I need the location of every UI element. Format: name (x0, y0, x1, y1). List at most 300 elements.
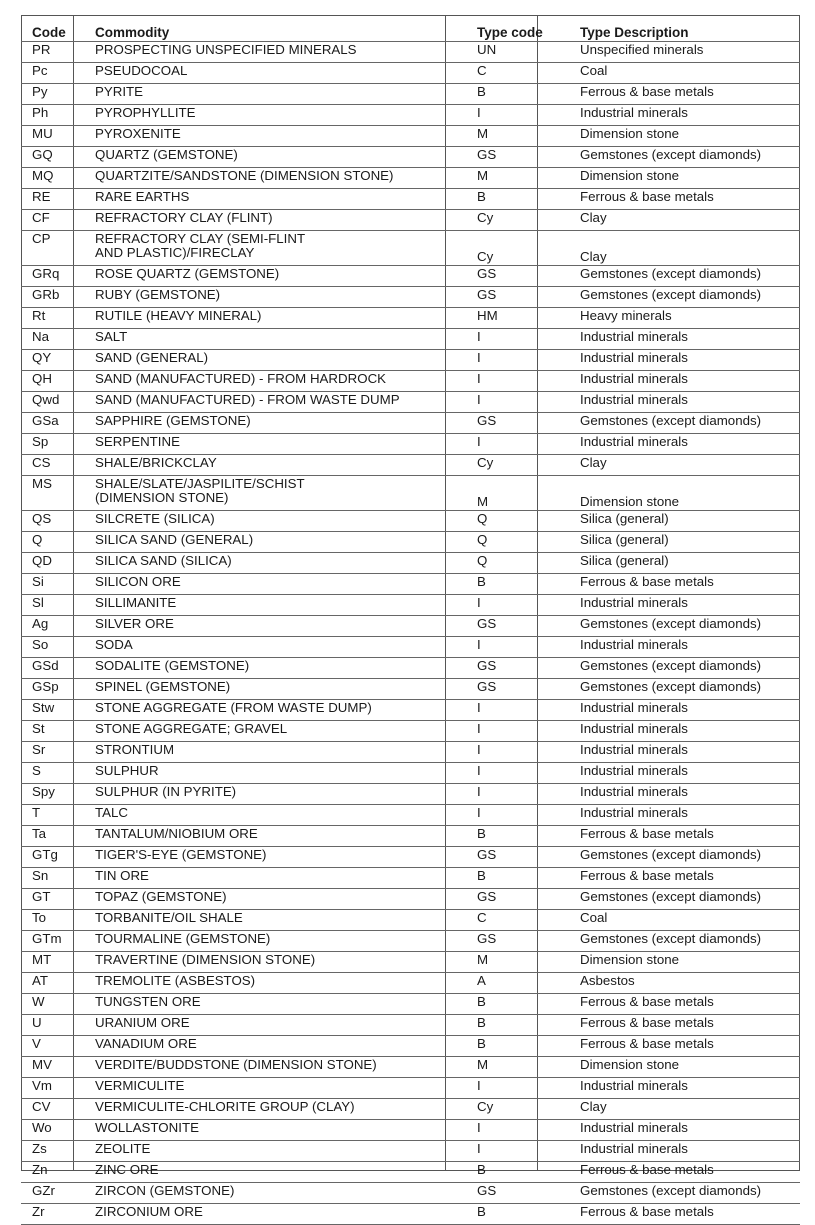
cell-type-code: GS (466, 679, 569, 700)
commodity-line: SILVER ORE (95, 616, 174, 631)
cell-type-code: GS (466, 287, 569, 308)
commodity-line: SILCRETE (SILICA) (95, 511, 215, 526)
commodity-line: SILLIMANITE (95, 595, 177, 610)
cell-type-code: GS (466, 266, 569, 287)
cell-type-code: I (466, 700, 569, 721)
cell-type-description: Dimension stone (569, 1057, 800, 1078)
cell-type-description: Gemstones (except diamonds) (569, 1183, 800, 1204)
commodity-line: PROSPECTING UNSPECIFIED MINERALS (95, 42, 357, 57)
cell-type-description: Silica (general) (569, 553, 800, 574)
cell-type-code: B (466, 574, 569, 595)
cell-code: Q (21, 532, 84, 553)
cell-type-code: Cy (466, 231, 569, 266)
cell-type-code: I (466, 595, 569, 616)
cell-commodity (84, 308, 466, 329)
cell-code: V (21, 1036, 84, 1057)
cell-type-code: Cy (466, 1099, 569, 1120)
cell-commodity (84, 350, 466, 371)
table-row (21, 847, 800, 868)
table-row (21, 511, 800, 532)
cell-type-description: Ferrous & base metals (569, 574, 800, 595)
commodity-line: ZEOLITE (95, 1141, 151, 1156)
cell-code: Sr (21, 742, 84, 763)
cell-type-description: Ferrous & base metals (569, 1036, 800, 1057)
cell-commodity (84, 889, 466, 910)
cell-type-code: I (466, 392, 569, 413)
commodity-line: PYRITE (95, 84, 144, 99)
cell-commodity (84, 413, 466, 434)
commodity-line: TREMOLITE (ASBESTOS) (95, 973, 256, 988)
cell-code: Zr (21, 1204, 84, 1225)
cell-type-code: GS (466, 616, 569, 637)
cell-type-description: Dimension stone (569, 476, 800, 511)
table-row (21, 1099, 800, 1120)
table-row (21, 679, 800, 700)
table-row (21, 532, 800, 553)
cell-commodity (84, 231, 466, 266)
table-row (21, 392, 800, 413)
cell-type-description: Industrial minerals (569, 700, 800, 721)
table-row (21, 1015, 800, 1036)
cell-commodity (84, 63, 466, 84)
cell-type-description: Clay (569, 231, 800, 266)
cell-code: Ph (21, 105, 84, 126)
cell-commodity (84, 1036, 466, 1057)
table-row (21, 189, 800, 210)
cell-type-code: I (466, 371, 569, 392)
cell-code: QD (21, 553, 84, 574)
cell-type-code: Cy (466, 210, 569, 231)
cell-type-code: GS (466, 847, 569, 868)
cell-type-description: Gemstones (except diamonds) (569, 931, 800, 952)
cell-type-code: B (466, 994, 569, 1015)
cell-code: Zs (21, 1141, 84, 1162)
cell-type-description: Heavy minerals (569, 308, 800, 329)
cell-commodity (84, 595, 466, 616)
cell-type-description: Ferrous & base metals (569, 1162, 800, 1183)
cell-type-code: M (466, 126, 569, 147)
cell-commodity (84, 1078, 466, 1099)
cell-type-description: Ferrous & base metals (569, 1204, 800, 1225)
cell-commodity (84, 637, 466, 658)
commodity-line: REFRACTORY CLAY (FLINT) (95, 210, 273, 225)
commodity-line: SHALE/BRICKCLAY (95, 455, 217, 470)
cell-code: MQ (21, 168, 84, 189)
cell-code: GQ (21, 147, 84, 168)
commodity-line: TALC (95, 805, 129, 820)
cell-type-code: I (466, 805, 569, 826)
table-row (21, 1141, 800, 1162)
cell-type-description: Dimension stone (569, 126, 800, 147)
table-row (21, 658, 800, 679)
commodity-line: SALT (95, 329, 128, 344)
cell-code: Na (21, 329, 84, 350)
commodity-line: SERPENTINE (95, 434, 180, 449)
cell-type-description: Industrial minerals (569, 1120, 800, 1141)
commodity-line: STRONTIUM (95, 742, 175, 757)
table-row (21, 308, 800, 329)
cell-code: W (21, 994, 84, 1015)
cell-code: AT (21, 973, 84, 994)
cell-type-code: HM (466, 308, 569, 329)
cell-type-description: Silica (general) (569, 511, 800, 532)
table-row (21, 168, 800, 189)
table-row (21, 1036, 800, 1057)
commodity-line: ROSE QUARTZ (GEMSTONE) (95, 266, 280, 281)
commodity-line: SILICA SAND (SILICA) (95, 553, 232, 568)
cell-code: T (21, 805, 84, 826)
commodity-line: REFRACTORY CLAY (SEMI-FLINT (95, 231, 306, 246)
cell-type-code: M (466, 476, 569, 511)
table-row (21, 210, 800, 231)
cell-commodity (84, 679, 466, 700)
commodity-line: VERMICULITE-CHLORITE GROUP (CLAY) (95, 1099, 355, 1114)
cell-code: CS (21, 455, 84, 476)
cell-commodity (84, 1120, 466, 1141)
cell-commodity (84, 476, 466, 511)
cell-type-description: Clay (569, 455, 800, 476)
cell-type-code: I (466, 350, 569, 371)
cell-commodity (84, 84, 466, 105)
cell-type-code: I (466, 329, 569, 350)
cell-type-code: B (466, 189, 569, 210)
table-row (21, 553, 800, 574)
cell-type-description: Industrial minerals (569, 637, 800, 658)
commodity-line: VERDITE/BUDDSTONE (DIMENSION STONE) (95, 1057, 377, 1072)
cell-code: GSa (21, 413, 84, 434)
cell-code: MT (21, 952, 84, 973)
cell-code: GSd (21, 658, 84, 679)
cell-commodity (84, 189, 466, 210)
cell-type-description: Industrial minerals (569, 595, 800, 616)
cell-commodity (84, 1015, 466, 1036)
commodity-line: SHALE/SLATE/JASPILITE/SCHIST (95, 476, 305, 491)
cell-type-code: I (466, 637, 569, 658)
cell-commodity (84, 126, 466, 147)
table-row (21, 434, 800, 455)
cell-commodity (84, 1057, 466, 1078)
cell-code: QS (21, 511, 84, 532)
table-row (21, 287, 800, 308)
cell-type-description: Ferrous & base metals (569, 994, 800, 1015)
commodity-line: URANIUM ORE (95, 1015, 190, 1030)
table-row (21, 700, 800, 721)
commodity-line: SAPPHIRE (GEMSTONE) (95, 413, 251, 428)
commodity-line: STONE AGGREGATE; GRAVEL (95, 721, 288, 736)
table-row (21, 721, 800, 742)
cell-code: Si (21, 574, 84, 595)
table-row (21, 595, 800, 616)
cell-commodity (84, 847, 466, 868)
cell-code: Qwd (21, 392, 84, 413)
cell-type-code: B (466, 1204, 569, 1225)
commodity-line: SODALITE (GEMSTONE) (95, 658, 250, 673)
cell-commodity (84, 434, 466, 455)
commodity-line: ZINC ORE (95, 1162, 159, 1177)
cell-type-code: GS (466, 1183, 569, 1204)
table-row (21, 231, 800, 266)
cell-code: GRq (21, 266, 84, 287)
cell-type-description: Coal (569, 63, 800, 84)
table-row (21, 973, 800, 994)
cell-type-description: Industrial minerals (569, 371, 800, 392)
cell-commodity (84, 371, 466, 392)
cell-commodity (84, 826, 466, 847)
cell-type-code: B (466, 1036, 569, 1057)
table-row (21, 826, 800, 847)
cell-type-code: GS (466, 413, 569, 434)
table-row (21, 350, 800, 371)
table-row (21, 84, 800, 105)
table-row (21, 742, 800, 763)
cell-code: Vm (21, 1078, 84, 1099)
commodity-line: TOPAZ (GEMSTONE) (95, 889, 227, 904)
table-row (21, 147, 800, 168)
cell-type-description: Industrial minerals (569, 1141, 800, 1162)
commodity-line: SULPHUR (95, 763, 159, 778)
cell-commodity (84, 721, 466, 742)
cell-commodity (84, 1141, 466, 1162)
cell-type-code: M (466, 1057, 569, 1078)
commodity-line: SAND (MANUFACTURED) - FROM WASTE DUMP (95, 392, 400, 407)
cell-code: Ta (21, 826, 84, 847)
cell-type-description: Industrial minerals (569, 329, 800, 350)
table-row (21, 784, 800, 805)
commodity-line: QUARTZITE/SANDSTONE (DIMENSION STONE) (95, 168, 394, 183)
cell-type-code: B (466, 1162, 569, 1183)
cell-code: Py (21, 84, 84, 105)
commodity-line: SPINEL (GEMSTONE) (95, 679, 231, 694)
commodity-line-2: AND PLASTIC)/FIRECLAY (95, 245, 255, 260)
commodity-line: SULPHUR (IN PYRITE) (95, 784, 237, 799)
cell-commodity (84, 973, 466, 994)
cell-commodity (84, 553, 466, 574)
commodity-line: QUARTZ (GEMSTONE) (95, 147, 238, 162)
table-row (21, 105, 800, 126)
cell-commodity (84, 147, 466, 168)
table-row (21, 868, 800, 889)
cell-type-code: I (466, 105, 569, 126)
cell-code: Zn (21, 1162, 84, 1183)
cell-type-code: B (466, 84, 569, 105)
table-body (21, 42, 800, 1225)
cell-commodity (84, 287, 466, 308)
commodity-line: TIGER'S-EYE (GEMSTONE) (95, 847, 267, 862)
table-row (21, 1162, 800, 1183)
cell-commodity (84, 329, 466, 350)
cell-commodity (84, 952, 466, 973)
cell-type-description: Industrial minerals (569, 784, 800, 805)
commodity-table (21, 15, 800, 1225)
cell-type-description: Ferrous & base metals (569, 826, 800, 847)
commodity-line: SILICON ORE (95, 574, 181, 589)
table-header-row (21, 15, 800, 42)
cell-type-description: Gemstones (except diamonds) (569, 413, 800, 434)
cell-commodity (84, 994, 466, 1015)
cell-type-description: Clay (569, 1099, 800, 1120)
cell-code: S (21, 763, 84, 784)
table-row (21, 126, 800, 147)
cell-commodity (84, 658, 466, 679)
cell-code: MU (21, 126, 84, 147)
cell-type-description: Industrial minerals (569, 763, 800, 784)
cell-code: Sp (21, 434, 84, 455)
cell-type-description: Gemstones (except diamonds) (569, 658, 800, 679)
cell-code: Wo (21, 1120, 84, 1141)
cell-type-description: Gemstones (except diamonds) (569, 847, 800, 868)
cell-type-description: Clay (569, 210, 800, 231)
cell-commodity (84, 1162, 466, 1183)
table-row (21, 42, 800, 63)
cell-code: MV (21, 1057, 84, 1078)
cell-code: U (21, 1015, 84, 1036)
cell-type-code: GS (466, 931, 569, 952)
cell-code: Spy (21, 784, 84, 805)
table-row (21, 637, 800, 658)
cell-type-code: B (466, 1015, 569, 1036)
cell-type-description: Ferrous & base metals (569, 84, 800, 105)
cell-code: GZr (21, 1183, 84, 1204)
cell-type-description: Industrial minerals (569, 392, 800, 413)
table-row (21, 574, 800, 595)
cell-commodity (84, 931, 466, 952)
cell-type-code: B (466, 826, 569, 847)
cell-commodity (84, 784, 466, 805)
commodity-line: SAND (GENERAL) (95, 350, 209, 365)
cell-commodity (84, 700, 466, 721)
cell-type-code: GS (466, 147, 569, 168)
table-row (21, 455, 800, 476)
commodity-line: PSEUDOCOAL (95, 63, 188, 78)
commodity-line: TUNGSTEN ORE (95, 994, 201, 1009)
cell-commodity (84, 1183, 466, 1204)
cell-code: Sn (21, 868, 84, 889)
cell-code: GTm (21, 931, 84, 952)
commodity-line: TRAVERTINE (DIMENSION STONE) (95, 952, 316, 967)
cell-code: Stw (21, 700, 84, 721)
cell-type-description: Dimension stone (569, 952, 800, 973)
cell-code: CP (21, 231, 84, 266)
cell-type-description: Gemstones (except diamonds) (569, 266, 800, 287)
commodity-line: STONE AGGREGATE (FROM WASTE DUMP) (95, 700, 372, 715)
cell-type-description: Unspecified minerals (569, 42, 800, 63)
cell-code: CV (21, 1099, 84, 1120)
table-row (21, 994, 800, 1015)
cell-type-code: C (466, 910, 569, 931)
cell-code: GT (21, 889, 84, 910)
cell-type-description: Ferrous & base metals (569, 1015, 800, 1036)
cell-type-description: Dimension stone (569, 168, 800, 189)
cell-code: QY (21, 350, 84, 371)
commodity-line: WOLLASTONITE (95, 1120, 199, 1135)
cell-commodity (84, 105, 466, 126)
cell-type-description: Industrial minerals (569, 105, 800, 126)
cell-commodity (84, 1204, 466, 1225)
commodity-line: TIN ORE (95, 868, 149, 883)
cell-type-description: Industrial minerals (569, 434, 800, 455)
cell-type-description: Industrial minerals (569, 350, 800, 371)
table-row (21, 329, 800, 350)
cell-code: QH (21, 371, 84, 392)
cell-type-description: Coal (569, 910, 800, 931)
commodity-line: TOURMALINE (GEMSTONE) (95, 931, 271, 946)
cell-type-code: C (466, 63, 569, 84)
header-commodity: Commodity (84, 15, 466, 42)
cell-commodity (84, 742, 466, 763)
commodity-line: ZIRCONIUM ORE (95, 1204, 203, 1219)
cell-type-code: I (466, 1078, 569, 1099)
cell-code: Pc (21, 63, 84, 84)
table-row (21, 371, 800, 392)
cell-commodity (84, 805, 466, 826)
table-row (21, 1204, 800, 1225)
cell-type-code: GS (466, 889, 569, 910)
header-type-code: Type code (466, 15, 569, 42)
commodity-line: TANTALUM/NIOBIUM ORE (95, 826, 258, 841)
cell-code: GRb (21, 287, 84, 308)
cell-code: GTg (21, 847, 84, 868)
cell-commodity (84, 763, 466, 784)
commodity-line-2: (DIMENSION STONE) (95, 490, 229, 505)
cell-type-description: Ferrous & base metals (569, 868, 800, 889)
cell-type-description: Gemstones (except diamonds) (569, 889, 800, 910)
cell-code: PR (21, 42, 84, 63)
cell-code: Rt (21, 308, 84, 329)
table-row (21, 616, 800, 637)
cell-type-code: I (466, 1120, 569, 1141)
cell-code: RE (21, 189, 84, 210)
header-type-description: Type Description (569, 15, 800, 42)
table-row (21, 476, 800, 511)
commodity-line: RUBY (GEMSTONE) (95, 287, 221, 302)
cell-code: CF (21, 210, 84, 231)
cell-type-code: Q (466, 553, 569, 574)
cell-type-code: GS (466, 658, 569, 679)
cell-type-code: UN (466, 42, 569, 63)
commodity-line: TORBANITE/OIL SHALE (95, 910, 243, 925)
cell-commodity (84, 168, 466, 189)
cell-type-code: M (466, 168, 569, 189)
commodity-line: SAND (MANUFACTURED) - FROM HARDROCK (95, 371, 387, 386)
cell-type-description: Ferrous & base metals (569, 189, 800, 210)
cell-code: MS (21, 476, 84, 511)
commodity-line: RARE EARTHS (95, 189, 190, 204)
cell-type-code: I (466, 784, 569, 805)
commodity-line: SILICA SAND (GENERAL) (95, 532, 254, 547)
table-row (21, 889, 800, 910)
cell-commodity (84, 511, 466, 532)
commodity-line: ZIRCON (GEMSTONE) (95, 1183, 235, 1198)
commodity-line: VANADIUM ORE (95, 1036, 197, 1051)
table-row (21, 266, 800, 287)
table-row (21, 763, 800, 784)
cell-type-description: Gemstones (except diamonds) (569, 287, 800, 308)
table-row (21, 413, 800, 434)
cell-type-code: Q (466, 532, 569, 553)
commodity-line: PYROPHYLLITE (95, 105, 196, 120)
cell-code: Sl (21, 595, 84, 616)
header-code: Code (21, 15, 84, 42)
cell-type-description: Gemstones (except diamonds) (569, 616, 800, 637)
cell-commodity (84, 1099, 466, 1120)
cell-type-description: Silica (general) (569, 532, 800, 553)
cell-commodity (84, 42, 466, 63)
cell-commodity (84, 266, 466, 287)
cell-commodity (84, 868, 466, 889)
table-row (21, 1183, 800, 1204)
table-row (21, 1120, 800, 1141)
cell-type-code: I (466, 742, 569, 763)
